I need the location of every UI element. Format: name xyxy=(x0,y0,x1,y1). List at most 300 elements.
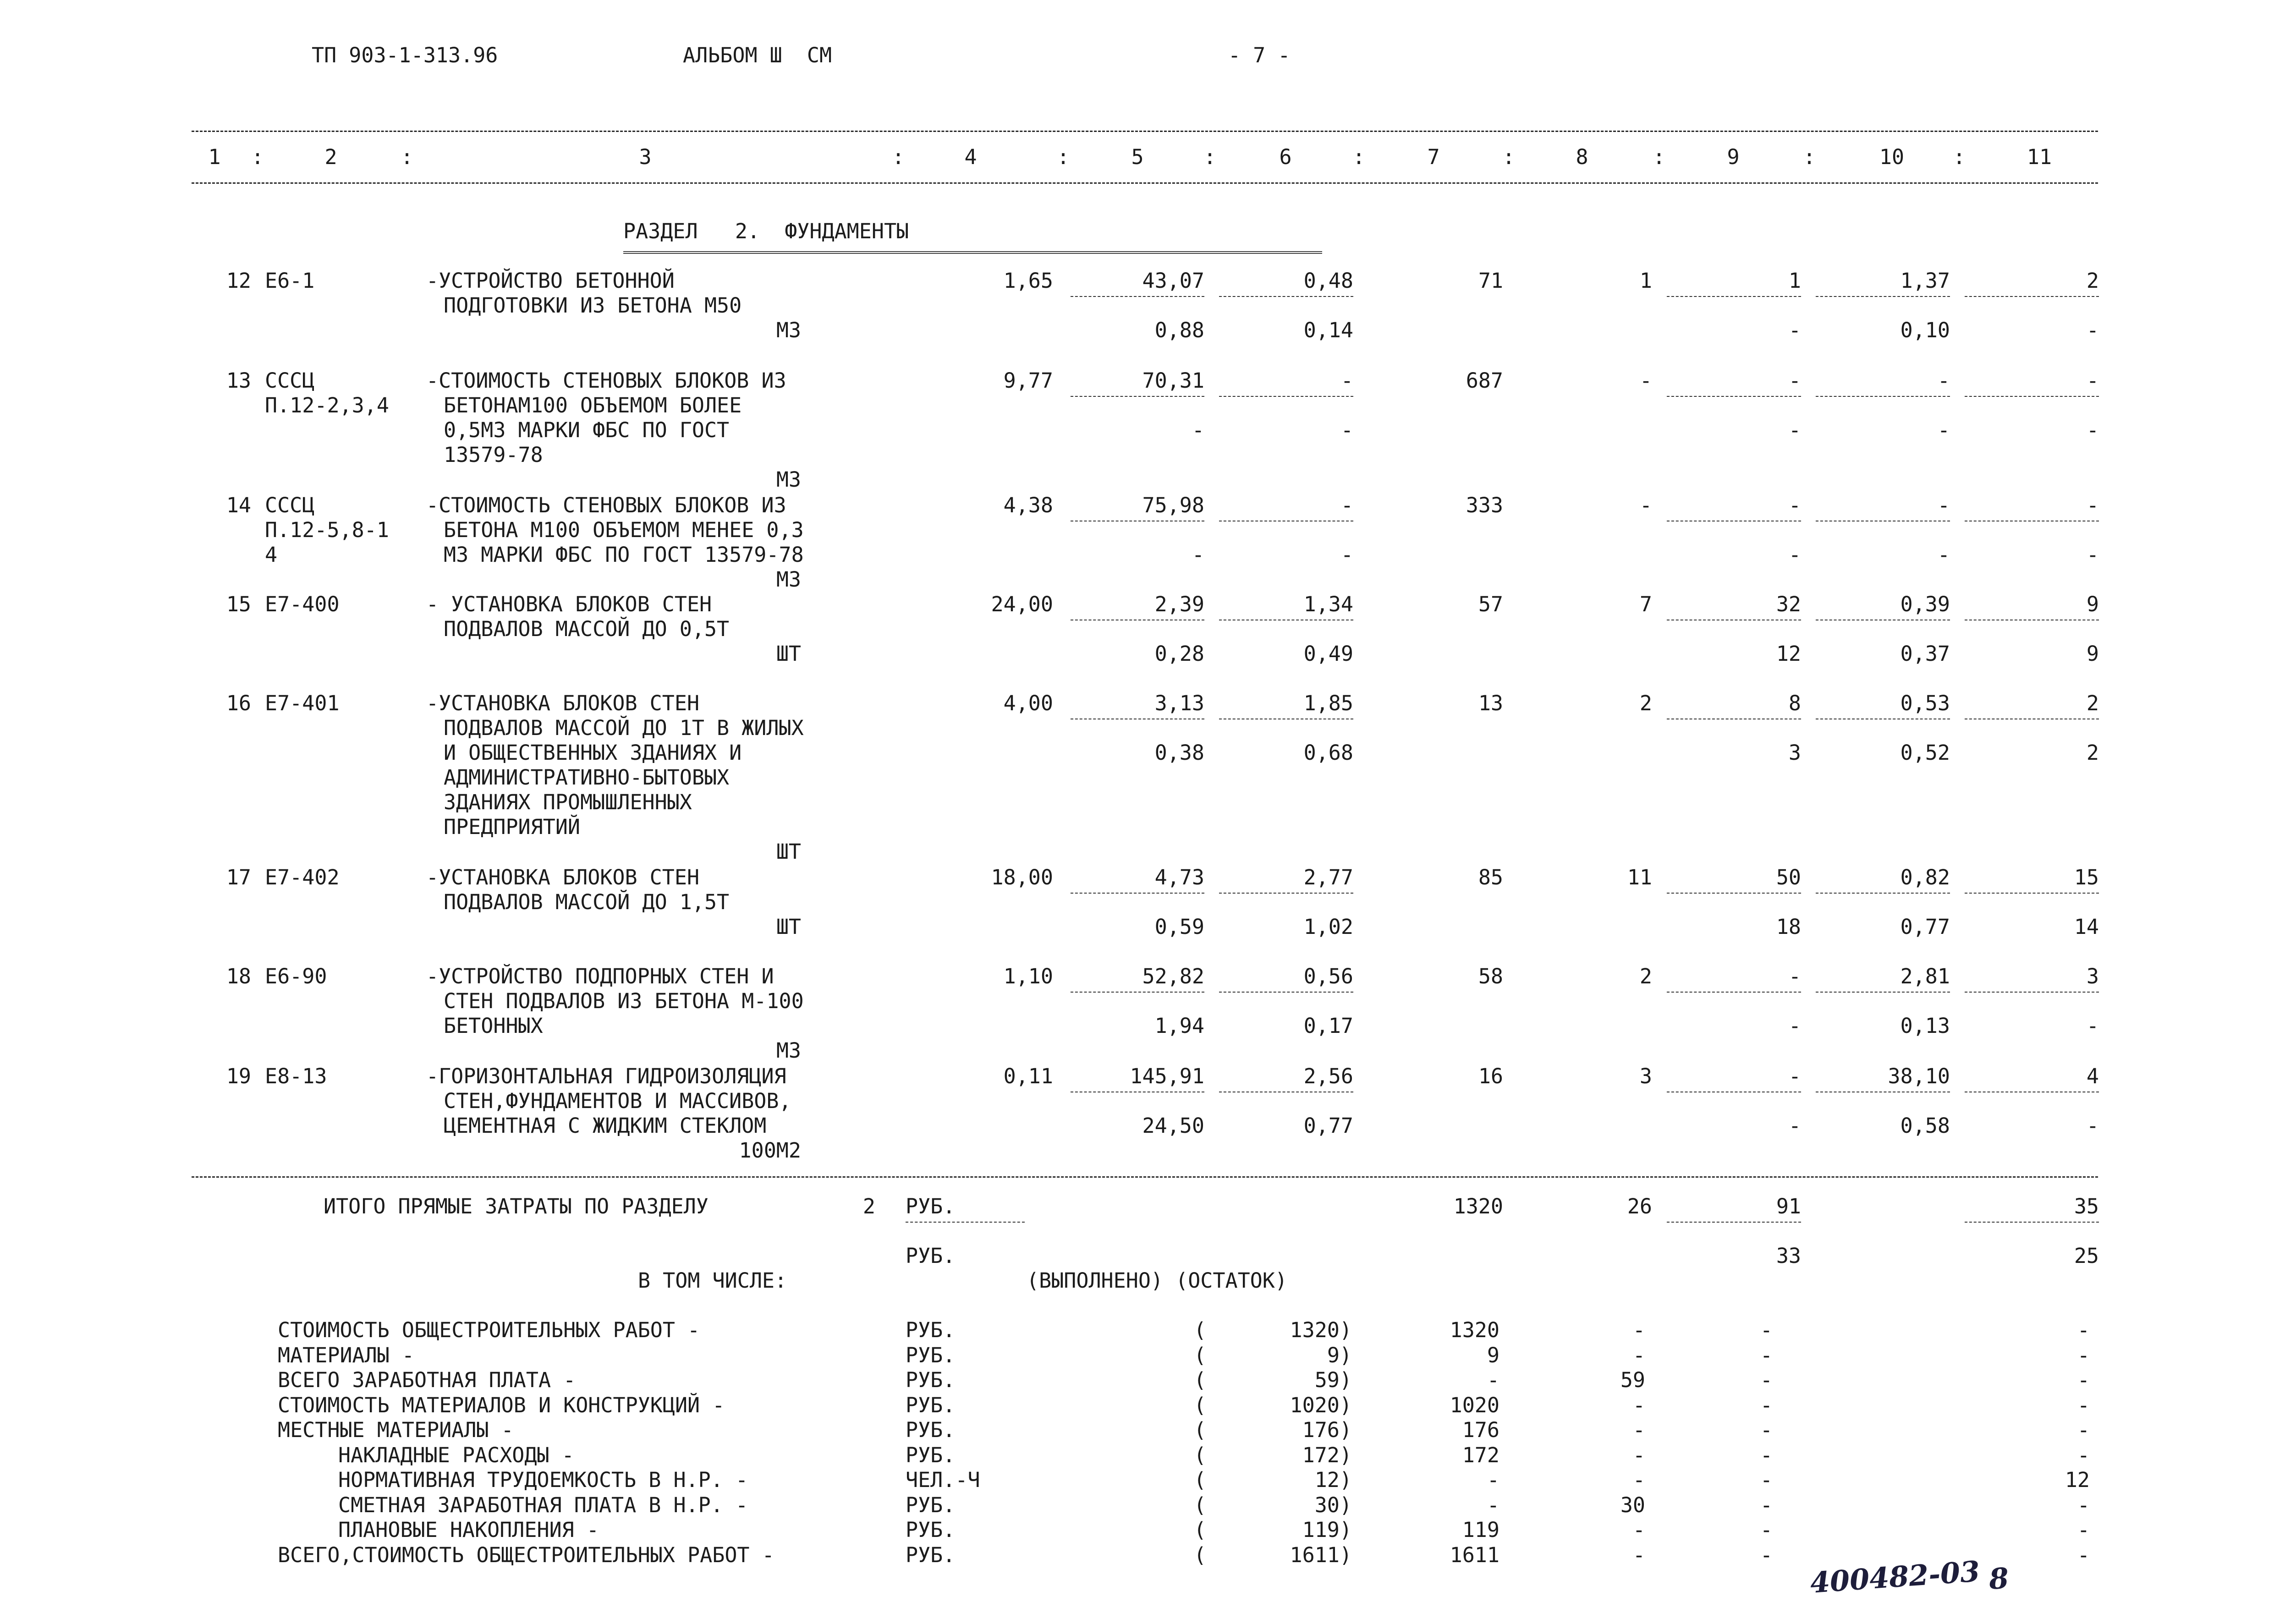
breakdown-unit: РУБ. xyxy=(906,1518,956,1542)
breakdown-wage: - xyxy=(1632,1443,1645,1467)
fraction-rule xyxy=(1219,992,1353,993)
fraction-rule xyxy=(1667,296,1801,297)
breakdown-paren: ( xyxy=(1194,1443,1207,1467)
breakdown-cost: 172 xyxy=(1462,1443,1500,1467)
item-unit: М3 xyxy=(776,318,801,342)
column-separator: : xyxy=(1203,145,1216,169)
item-number: 19 xyxy=(226,1064,251,1088)
breakdown-labor: 12 xyxy=(2065,1468,2090,1492)
item-unit: 100М2 xyxy=(739,1138,801,1163)
page-number: - 7 - xyxy=(1228,43,1291,67)
item-unit-machine-wage: 0,17 xyxy=(1303,1014,1353,1038)
item-labor-total: 2 xyxy=(2086,269,2099,293)
breakdown-labor: - xyxy=(2077,1318,2090,1342)
column-number: 8 xyxy=(1576,145,1588,169)
item-description: -УСТАНОВКА БЛОКОВ СТЕН xyxy=(426,865,700,889)
totals-unit: РУБ. xyxy=(906,1194,956,1218)
item-quantity: 9,77 xyxy=(1003,368,1053,393)
item-unit: М3 xyxy=(776,1038,801,1063)
item-labor-total-machine: 2 xyxy=(2086,741,2099,765)
item-total-machine-wage: 12 xyxy=(1776,642,1801,666)
item-description: И ОБЩЕСТВЕННЫХ ЗДАНИЯХ И xyxy=(444,741,742,765)
fraction-rule xyxy=(1965,296,2099,297)
totals-wage: 26 xyxy=(1627,1194,1652,1218)
breakdown-paren: ( xyxy=(1194,1518,1207,1542)
including-label: В ТОМ ЧИСЛЕ: xyxy=(638,1268,787,1293)
item-total-machine-wage: - xyxy=(1788,543,1801,567)
item-total-cost: 16 xyxy=(1478,1064,1503,1088)
totals-cost: 1320 xyxy=(1453,1194,1503,1218)
breakdown-label: МЕСТНЫЕ МАТЕРИАЛЫ - xyxy=(278,1418,514,1442)
column-number: 2 xyxy=(324,145,337,169)
item-labor-total: - xyxy=(2086,368,2099,393)
item-unit-machine-wage: 0,14 xyxy=(1303,318,1353,342)
item-quantity: 1,65 xyxy=(1003,269,1053,293)
item-total-machine-wage: - xyxy=(1788,418,1801,442)
breakdown-done-value: 12) xyxy=(1314,1468,1352,1492)
item-total-machine-wage: - xyxy=(1788,1014,1801,1038)
item-unit-wage: 24,50 xyxy=(1142,1114,1204,1138)
totals-section-number: 2 xyxy=(862,1194,875,1218)
breakdown-labor: - xyxy=(2077,1368,2090,1392)
item-number: 17 xyxy=(226,865,251,889)
totals-machine-wage: 33 xyxy=(1776,1244,1801,1268)
album-label: АЛЬБОМ Ш СМ xyxy=(683,43,832,67)
fraction-rule xyxy=(1965,396,2099,397)
item-unit-cost: 75,98 xyxy=(1142,493,1204,517)
item-unit-machine: 0,48 xyxy=(1303,269,1353,293)
item-total-wage: 11 xyxy=(1627,865,1652,889)
breakdown-label: ВСЕГО ЗАРАБОТНАЯ ПЛАТА - xyxy=(278,1368,576,1392)
header-top-rule xyxy=(192,131,2098,132)
item-unit-wage: 1,94 xyxy=(1154,1014,1204,1038)
breakdown-label: НОРМАТИВНАЯ ТРУДОЕМКОСТЬ В Н.Р. - xyxy=(338,1468,748,1492)
breakdown-machine: - xyxy=(1760,1393,1773,1417)
breakdown-cost: 1320 xyxy=(1450,1318,1500,1342)
item-unit-wage: - xyxy=(1192,543,1204,567)
item-description: СТЕН,ФУНДАМЕНТОВ И МАССИВОВ, xyxy=(444,1089,791,1113)
item-total-machine-wage: - xyxy=(1788,1114,1801,1138)
breakdown-done-value: 1320) xyxy=(1290,1318,1352,1342)
item-number: 14 xyxy=(226,493,251,517)
item-number: 15 xyxy=(226,592,251,616)
breakdown-label: МАТЕРИАЛЫ - xyxy=(278,1343,415,1367)
item-total-machine: - xyxy=(1788,493,1801,517)
item-code: Е8-13 xyxy=(265,1064,327,1088)
fraction-rule xyxy=(1667,992,1801,993)
item-unit-machine: - xyxy=(1340,493,1353,517)
item-unit: ШТ xyxy=(776,839,801,864)
fraction-rule xyxy=(1219,396,1353,397)
breakdown-machine: - xyxy=(1760,1468,1773,1492)
column-number: 4 xyxy=(964,145,977,169)
item-labor-total-machine: - xyxy=(2086,418,2099,442)
item-total-cost: 85 xyxy=(1478,865,1503,889)
breakdown-machine: - xyxy=(1760,1368,1773,1392)
item-number: 12 xyxy=(226,269,251,293)
breakdown-wage: - xyxy=(1632,1468,1645,1492)
item-unit-cost: 43,07 xyxy=(1142,269,1204,293)
item-total-machine: 32 xyxy=(1776,592,1801,616)
item-total-cost: 687 xyxy=(1466,368,1503,393)
column-separator: : xyxy=(1803,145,1816,169)
breakdown-machine: - xyxy=(1760,1518,1773,1542)
header-bottom-rule xyxy=(192,182,2098,184)
item-description: ПОДВАЛОВ МАССОЙ ДО 0,5Т xyxy=(444,617,730,641)
item-labor-unit: - xyxy=(1937,493,1950,517)
item-unit: М3 xyxy=(776,467,801,492)
item-total-wage: 3 xyxy=(1639,1064,1652,1088)
item-labor-unit: 0,82 xyxy=(1900,865,1950,889)
item-description: 13579-78 xyxy=(444,443,543,467)
breakdown-wage: - xyxy=(1632,1343,1645,1367)
column-number: 6 xyxy=(1279,145,1292,169)
fraction-rule xyxy=(1071,296,1204,297)
breakdown-machine: - xyxy=(1760,1493,1773,1517)
item-description: СТЕН ПОДВАЛОВ ИЗ БЕТОНА М-100 xyxy=(444,989,804,1013)
item-description: ПОДВАЛОВ МАССОЙ ДО 1,5Т xyxy=(444,890,730,914)
item-unit-machine-wage: 0,68 xyxy=(1303,741,1353,765)
item-labor-unit: 0,53 xyxy=(1900,691,1950,715)
column-separator: : xyxy=(1502,145,1515,169)
document-code: ТП 903-1-313.96 xyxy=(312,43,498,67)
item-labor-unit: 1,37 xyxy=(1900,269,1950,293)
item-description: БЕТОННЫХ xyxy=(444,1014,543,1038)
item-total-machine: 8 xyxy=(1788,691,1801,715)
item-quantity: 1,10 xyxy=(1003,964,1053,988)
breakdown-labor: - xyxy=(2077,1493,2090,1517)
breakdown-paren: ( xyxy=(1194,1493,1207,1517)
column-separator: : xyxy=(401,145,413,169)
item-total-machine-wage: 18 xyxy=(1776,915,1801,939)
fraction-rule xyxy=(1071,396,1204,397)
item-labor-total-machine: 9 xyxy=(2086,642,2099,666)
column-number: 10 xyxy=(1879,145,1905,169)
item-labor-unit: 38,10 xyxy=(1888,1064,1950,1088)
item-total-machine: 50 xyxy=(1776,865,1801,889)
item-unit: ШТ xyxy=(776,642,801,666)
item-unit-cost: 4,73 xyxy=(1154,865,1204,889)
breakdown-unit: РУБ. xyxy=(906,1343,956,1367)
item-description: ПОДВАЛОВ МАССОЙ ДО 1Т В ЖИЛЫХ xyxy=(444,716,804,740)
item-unit-wage: 0,88 xyxy=(1154,318,1204,342)
item-description: 0,5М3 МАРКИ ФБС ПО ГОСТ xyxy=(444,418,730,442)
item-labor-unit-machine: 0,58 xyxy=(1900,1114,1950,1138)
item-code: Е7-401 xyxy=(265,691,340,715)
item-total-wage: - xyxy=(1639,368,1652,393)
item-total-machine-wage: - xyxy=(1788,318,1801,342)
breakdown-unit: РУБ. xyxy=(906,1393,956,1417)
item-labor-unit-machine: 0,10 xyxy=(1900,318,1950,342)
item-quantity: 4,00 xyxy=(1003,691,1053,715)
item-code: Е7-400 xyxy=(265,592,340,616)
item-labor-unit-machine: - xyxy=(1937,418,1950,442)
item-description: -УСТРОЙСТВО ПОДПОРНЫХ СТЕН И xyxy=(426,964,774,988)
column-number: 3 xyxy=(639,145,652,169)
item-description: -УСТАНОВКА БЛОКОВ СТЕН xyxy=(426,691,700,715)
breakdown-unit: РУБ. xyxy=(906,1443,956,1467)
breakdown-done-value: 176) xyxy=(1302,1418,1352,1442)
item-labor-total-machine: - xyxy=(2086,318,2099,342)
item-total-cost: 333 xyxy=(1466,493,1503,517)
item-unit-machine: - xyxy=(1340,368,1353,393)
breakdown-labor: - xyxy=(2077,1443,2090,1467)
item-total-cost: 71 xyxy=(1478,269,1503,293)
item-description: -СТОИМОСТЬ СТЕНОВЫХ БЛОКОВ ИЗ xyxy=(426,368,786,393)
item-unit-machine-wage: 1,02 xyxy=(1303,915,1353,939)
breakdown-label: ВСЕГО,СТОИМОСТЬ ОБЩЕСТРОИТЕЛЬНЫХ РАБОТ - xyxy=(278,1543,774,1567)
fraction-rule xyxy=(1667,893,1801,894)
breakdown-done-value: 9) xyxy=(1327,1343,1352,1367)
column-separator: : xyxy=(1953,145,1966,169)
item-labor-unit-machine: 0,52 xyxy=(1900,741,1950,765)
breakdown-label: СТОИМОСТЬ МАТЕРИАЛОВ И КОНСТРУКЦИЙ - xyxy=(278,1393,725,1417)
breakdown-labor: - xyxy=(2077,1518,2090,1542)
item-unit-cost: 70,31 xyxy=(1142,368,1204,393)
item-quantity: 0,11 xyxy=(1003,1064,1053,1088)
item-unit-machine: 2,77 xyxy=(1303,865,1353,889)
totals-machine-rule xyxy=(1667,1222,1801,1223)
column-number: 1 xyxy=(208,145,221,169)
breakdown-machine: - xyxy=(1760,1543,1773,1567)
item-unit-machine: 2,56 xyxy=(1303,1064,1353,1088)
item-total-machine: - xyxy=(1788,964,1801,988)
breakdown-unit: РУБ. xyxy=(906,1493,956,1517)
breakdown-label: НАКЛАДНЫЕ РАСХОДЫ - xyxy=(338,1443,574,1467)
column-separator: : xyxy=(892,145,905,169)
item-total-wage: 1 xyxy=(1639,269,1652,293)
fraction-rule xyxy=(1071,893,1204,894)
item-quantity: 4,38 xyxy=(1003,493,1053,517)
item-code: Е6-1 xyxy=(265,269,315,293)
item-description: ЦЕМЕНТНАЯ С ЖИДКИМ СТЕКЛОМ xyxy=(444,1114,767,1138)
section-title: РАЗДЕЛ 2. ФУНДАМЕНТЫ xyxy=(623,219,909,243)
breakdown-cost: - xyxy=(1487,1493,1500,1517)
breakdown-done-value: 59) xyxy=(1314,1368,1352,1392)
breakdown-paren: ( xyxy=(1194,1393,1207,1417)
breakdown-machine: - xyxy=(1760,1343,1773,1367)
item-unit-machine-wage: 0,77 xyxy=(1303,1114,1353,1138)
item-description: -ГОРИЗОНТАЛЬНАЯ ГИДРОИЗОЛЯЦИЯ xyxy=(426,1064,786,1088)
item-unit-wage: 0,59 xyxy=(1154,915,1204,939)
item-total-wage: 7 xyxy=(1639,592,1652,616)
item-unit-cost: 3,13 xyxy=(1154,691,1204,715)
item-description: БЕТОНАМ100 ОБЪЕМОМ БОЛЕЕ xyxy=(444,393,742,417)
column-number: 7 xyxy=(1427,145,1440,169)
item-unit-cost: 52,82 xyxy=(1142,964,1204,988)
item-labor-unit: - xyxy=(1937,368,1950,393)
item-labor-total: - xyxy=(2086,493,2099,517)
item-unit-cost: 2,39 xyxy=(1154,592,1204,616)
breakdown-done-value: 172) xyxy=(1302,1443,1352,1467)
breakdown-paren: ( xyxy=(1194,1343,1207,1367)
item-code: СССЦ xyxy=(265,368,315,393)
column-separator: : xyxy=(1057,145,1070,169)
fraction-rule xyxy=(1667,396,1801,397)
column-separator: : xyxy=(251,145,264,169)
breakdown-cost: - xyxy=(1487,1368,1500,1392)
item-labor-total-machine: - xyxy=(2086,1014,2099,1038)
item-description: М3 МАРКИ ФБС ПО ГОСТ 13579-78 xyxy=(444,543,804,567)
item-labor-total-machine: - xyxy=(2086,1114,2099,1138)
breakdown-labor: - xyxy=(2077,1343,2090,1367)
breakdown-paren: ( xyxy=(1194,1418,1207,1442)
item-unit-wage: 0,28 xyxy=(1154,642,1204,666)
item-code: 4 xyxy=(265,543,278,567)
item-number: 18 xyxy=(226,964,251,988)
breakdown-wage: 30 xyxy=(1620,1493,1645,1517)
fraction-rule xyxy=(1816,992,1950,993)
breakdown-done-value: 119) xyxy=(1302,1518,1352,1542)
breakdown-label: СМЕТНАЯ ЗАРАБОТНАЯ ПЛАТА В Н.Р. - xyxy=(338,1493,748,1517)
column-separator: : xyxy=(1653,145,1665,169)
done-remain-label: (ВЫПОЛНЕНО) (ОСТАТОК) xyxy=(1027,1268,1287,1293)
item-unit-machine: 1,85 xyxy=(1303,691,1353,715)
item-labor-total: 2 xyxy=(2086,691,2099,715)
item-number: 16 xyxy=(226,691,251,715)
item-labor-unit-machine: 0,37 xyxy=(1900,642,1950,666)
fraction-rule xyxy=(1816,396,1950,397)
item-code: Е6-90 xyxy=(265,964,327,988)
item-description: ПОДГОТОВКИ ИЗ БЕТОНА М50 xyxy=(444,293,742,318)
breakdown-wage: - xyxy=(1632,1318,1645,1342)
breakdown-done-value: 30) xyxy=(1314,1493,1352,1517)
breakdown-unit: РУБ. xyxy=(906,1543,956,1567)
totals-unit-secondary: РУБ. xyxy=(906,1244,956,1268)
breakdown-unit: РУБ. xyxy=(906,1418,956,1442)
fraction-rule xyxy=(1965,893,2099,894)
item-labor-unit: 2,81 xyxy=(1900,964,1950,988)
item-total-machine: - xyxy=(1788,1064,1801,1088)
item-description: БЕТОНА М100 ОБЪЕМОМ МЕНЕЕ 0,3 xyxy=(444,518,804,542)
breakdown-paren: ( xyxy=(1194,1543,1207,1567)
item-total-wage: 2 xyxy=(1639,691,1652,715)
item-total-machine-wage: 3 xyxy=(1788,741,1801,765)
column-number: 9 xyxy=(1727,145,1740,169)
breakdown-wage: - xyxy=(1632,1518,1645,1542)
breakdown-cost: 1020 xyxy=(1450,1393,1500,1417)
item-code: П.12-5,8-1 xyxy=(265,518,389,542)
breakdown-unit: ЧЕЛ.-Ч xyxy=(906,1468,980,1492)
breakdown-label: СТОИМОСТЬ ОБЩЕСТРОИТЕЛЬНЫХ РАБОТ - xyxy=(278,1318,700,1342)
item-description: ЗДАНИЯХ ПРОМЫШЛЕННЫХ xyxy=(444,790,692,814)
breakdown-done-value: 1611) xyxy=(1290,1543,1352,1567)
breakdown-cost: 1611 xyxy=(1450,1543,1500,1567)
fraction-rule xyxy=(1219,296,1353,297)
item-labor-total-machine: 14 xyxy=(2074,915,2099,939)
breakdown-wage: - xyxy=(1632,1418,1645,1442)
breakdown-cost: - xyxy=(1487,1468,1500,1492)
item-unit: ШТ xyxy=(776,915,801,939)
fraction-rule xyxy=(1965,992,2099,993)
item-labor-unit: 0,39 xyxy=(1900,592,1950,616)
item-number: 13 xyxy=(226,368,251,393)
item-quantity: 18,00 xyxy=(991,865,1053,889)
fraction-rule xyxy=(1219,893,1353,894)
item-unit-machine: 0,56 xyxy=(1303,964,1353,988)
item-description: ПРЕДПРИЯТИЙ xyxy=(444,815,581,839)
item-unit-wage: - xyxy=(1192,418,1204,442)
item-description: АДМИНИСТРАТИВНО-БЫТОВЫХ xyxy=(444,765,730,790)
section-underline xyxy=(623,251,1322,254)
item-unit-machine: 1,34 xyxy=(1303,592,1353,616)
breakdown-labor: - xyxy=(2077,1393,2090,1417)
item-labor-unit-machine: 0,77 xyxy=(1900,915,1950,939)
item-unit-cost: 145,91 xyxy=(1130,1064,1204,1088)
breakdown-paren: ( xyxy=(1194,1368,1207,1392)
item-total-wage: 2 xyxy=(1639,964,1652,988)
breakdown-paren: ( xyxy=(1194,1318,1207,1342)
breakdown-done-value: 1020) xyxy=(1290,1393,1352,1417)
breakdown-machine: - xyxy=(1760,1318,1773,1342)
item-code: П.12-2,3,4 xyxy=(265,393,389,417)
item-code: СССЦ xyxy=(265,493,315,517)
item-code: Е7-402 xyxy=(265,865,340,889)
fraction-rule xyxy=(1071,992,1204,993)
breakdown-unit: РУБ. xyxy=(906,1368,956,1392)
breakdown-wage: 59 xyxy=(1620,1368,1645,1392)
handwritten-sheet-number: 8 xyxy=(1988,1561,2010,1596)
totals-labor-rule xyxy=(1965,1222,2099,1223)
item-quantity: 24,00 xyxy=(991,592,1053,616)
breakdown-paren: ( xyxy=(1194,1468,1207,1492)
item-description: -СТОИМОСТЬ СТЕНОВЫХ БЛОКОВ ИЗ xyxy=(426,493,786,517)
item-unit: М3 xyxy=(776,567,801,592)
column-number: 5 xyxy=(1131,145,1144,169)
item-description: -УСТРОЙСТВО БЕТОННОЙ xyxy=(426,269,675,293)
item-total-wage: - xyxy=(1639,493,1652,517)
totals-label: ИТОГО ПРЯМЫЕ ЗАТРАТЫ ПО РАЗДЕЛУ xyxy=(324,1194,709,1218)
totals-separator-rule xyxy=(192,1176,2098,1178)
item-unit-wage: 0,38 xyxy=(1154,741,1204,765)
fraction-rule xyxy=(1816,893,1950,894)
breakdown-label: ПЛАНОВЫЕ НАКОПЛЕНИЯ - xyxy=(338,1518,599,1542)
totals-labor-machine: 25 xyxy=(2074,1244,2099,1268)
item-total-machine: - xyxy=(1788,368,1801,393)
totals-labor: 35 xyxy=(2074,1194,2099,1218)
item-unit-machine-wage: - xyxy=(1340,418,1353,442)
totals-unit-rule xyxy=(906,1222,1025,1223)
handwritten-archive-number: 400482-03 xyxy=(1809,1554,1981,1600)
breakdown-wage: - xyxy=(1632,1393,1645,1417)
item-description: - УСТАНОВКА БЛОКОВ СТЕН xyxy=(426,592,712,616)
breakdown-cost: 9 xyxy=(1487,1343,1500,1367)
breakdown-machine: - xyxy=(1760,1443,1773,1467)
item-total-cost: 58 xyxy=(1478,964,1503,988)
column-separator: : xyxy=(1352,145,1365,169)
item-labor-total: 15 xyxy=(2074,865,2099,889)
item-total-cost: 13 xyxy=(1478,691,1503,715)
totals-machine: 91 xyxy=(1776,1194,1801,1218)
item-labor-total: 3 xyxy=(2086,964,2099,988)
item-labor-unit-machine: 0,13 xyxy=(1900,1014,1950,1038)
item-total-cost: 57 xyxy=(1478,592,1503,616)
breakdown-wage: - xyxy=(1632,1543,1645,1567)
item-unit-machine-wage: - xyxy=(1340,543,1353,567)
breakdown-cost: 119 xyxy=(1462,1518,1500,1542)
column-number: 11 xyxy=(2027,145,2052,169)
breakdown-labor: - xyxy=(2077,1543,2090,1567)
item-total-machine: 1 xyxy=(1788,269,1801,293)
breakdown-unit: РУБ. xyxy=(906,1318,956,1342)
breakdown-cost: 176 xyxy=(1462,1418,1500,1442)
item-labor-total: 9 xyxy=(2086,592,2099,616)
item-labor-total: 4 xyxy=(2086,1064,2099,1088)
item-unit-machine-wage: 0,49 xyxy=(1303,642,1353,666)
breakdown-machine: - xyxy=(1760,1418,1773,1442)
item-labor-unit-machine: - xyxy=(1937,543,1950,567)
fraction-rule xyxy=(1816,296,1950,297)
